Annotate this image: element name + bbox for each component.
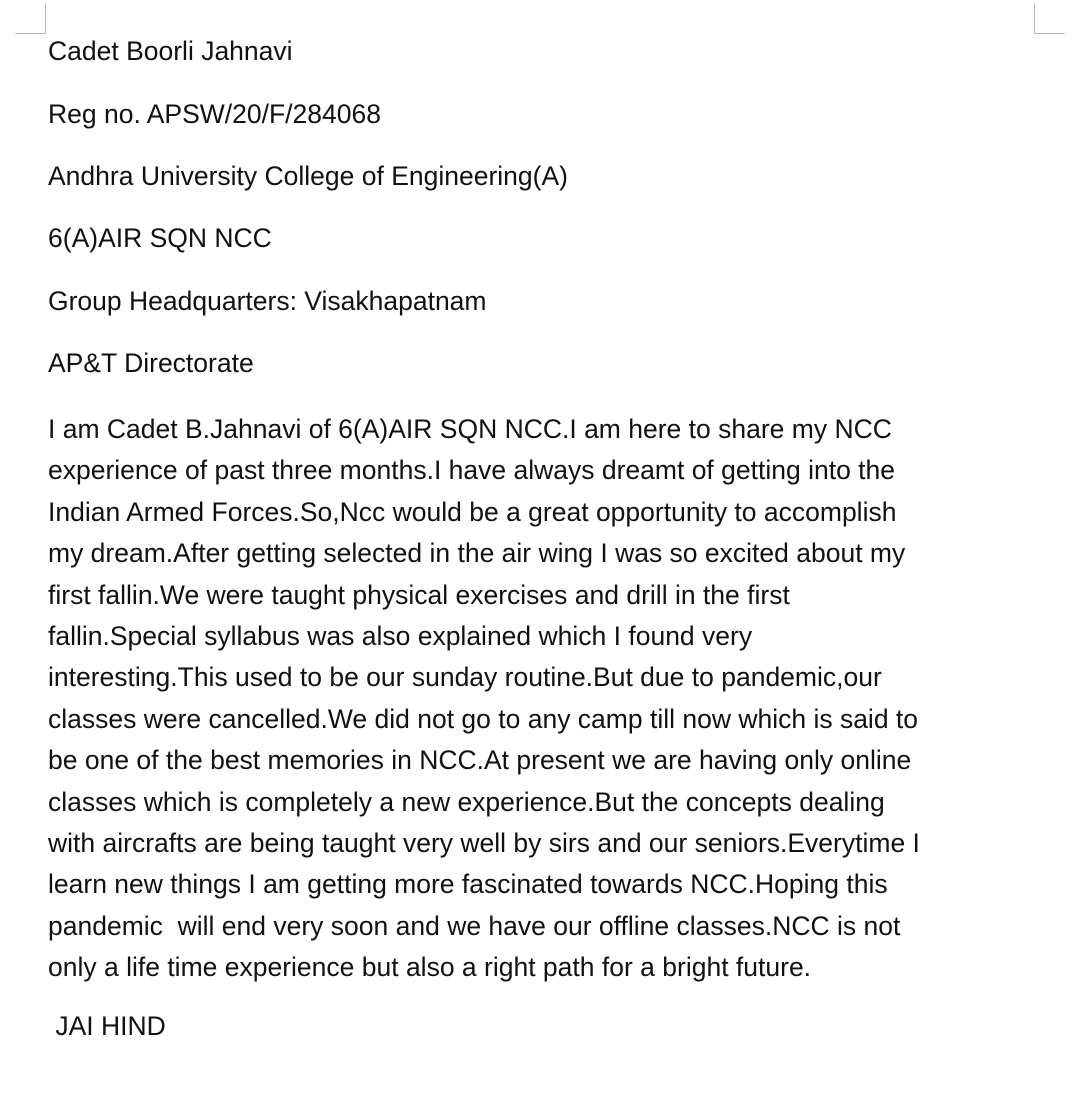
paragraph-line: I am Cadet B.Jahnavi of 6(A)AIR SQN NCC.I am here to share my NCC [48, 414, 892, 444]
paragraph-line: fallin.Special syllabus was also explained which I found very [48, 621, 753, 652]
cadet-name: Cadet Boorli Jahnavi [48, 36, 293, 66]
paragraph-line: experience of past three months.I have always dreamt of getting into the [48, 455, 896, 486]
squadron-name: 6(A)AIR SQN NCC [48, 223, 272, 253]
paragraph-line: be one of the best memories in NCC.At present we are having only online [48, 745, 912, 776]
page-corner-mark-top-left [15, 3, 46, 34]
paragraph-line: classes which is completely a new experience.But the concepts dealing [48, 786, 885, 817]
page-corner-mark-top-right [1034, 3, 1065, 34]
paragraph-line: learn new things I am getting more fascinated towards NCC.Hoping this [48, 869, 888, 900]
group-headquarters: Group Headquarters: Visakhapatnam [48, 286, 487, 316]
paragraph-line: Indian Armed Forces.So,Ncc would be a great opportunity to accomplish [48, 496, 897, 527]
college-name: Andhra University College of Engineering(A) [48, 161, 568, 191]
closing-salutation: JAI HIND [48, 1011, 166, 1041]
directorate: AP&T Directorate [48, 348, 254, 378]
experience-paragraph [48, 409, 1028, 989]
paragraph-line: first fallin.We were taught physical exercises and drill in the first [48, 579, 790, 610]
paragraph-line: pandemic will end very soon and we have our offline classes.NCC is not [48, 910, 901, 941]
paragraph-line: only a life time experience but also a right path for a bright future. [48, 952, 812, 983]
registration-number: Reg no. APSW/20/F/284068 [48, 99, 381, 129]
paragraph-line: with aircrafts are being taught very well by sirs and our seniors.Everytime I [48, 828, 920, 859]
paragraph-line: my dream.After getting selected in the air wing I was so excited about my [48, 538, 906, 569]
paragraph-line: interesting.This used to be our sunday routine.But due to pandemic,our [48, 662, 882, 693]
paragraph-line: classes were cancelled.We did not go to any camp till now which is said to [48, 703, 919, 734]
